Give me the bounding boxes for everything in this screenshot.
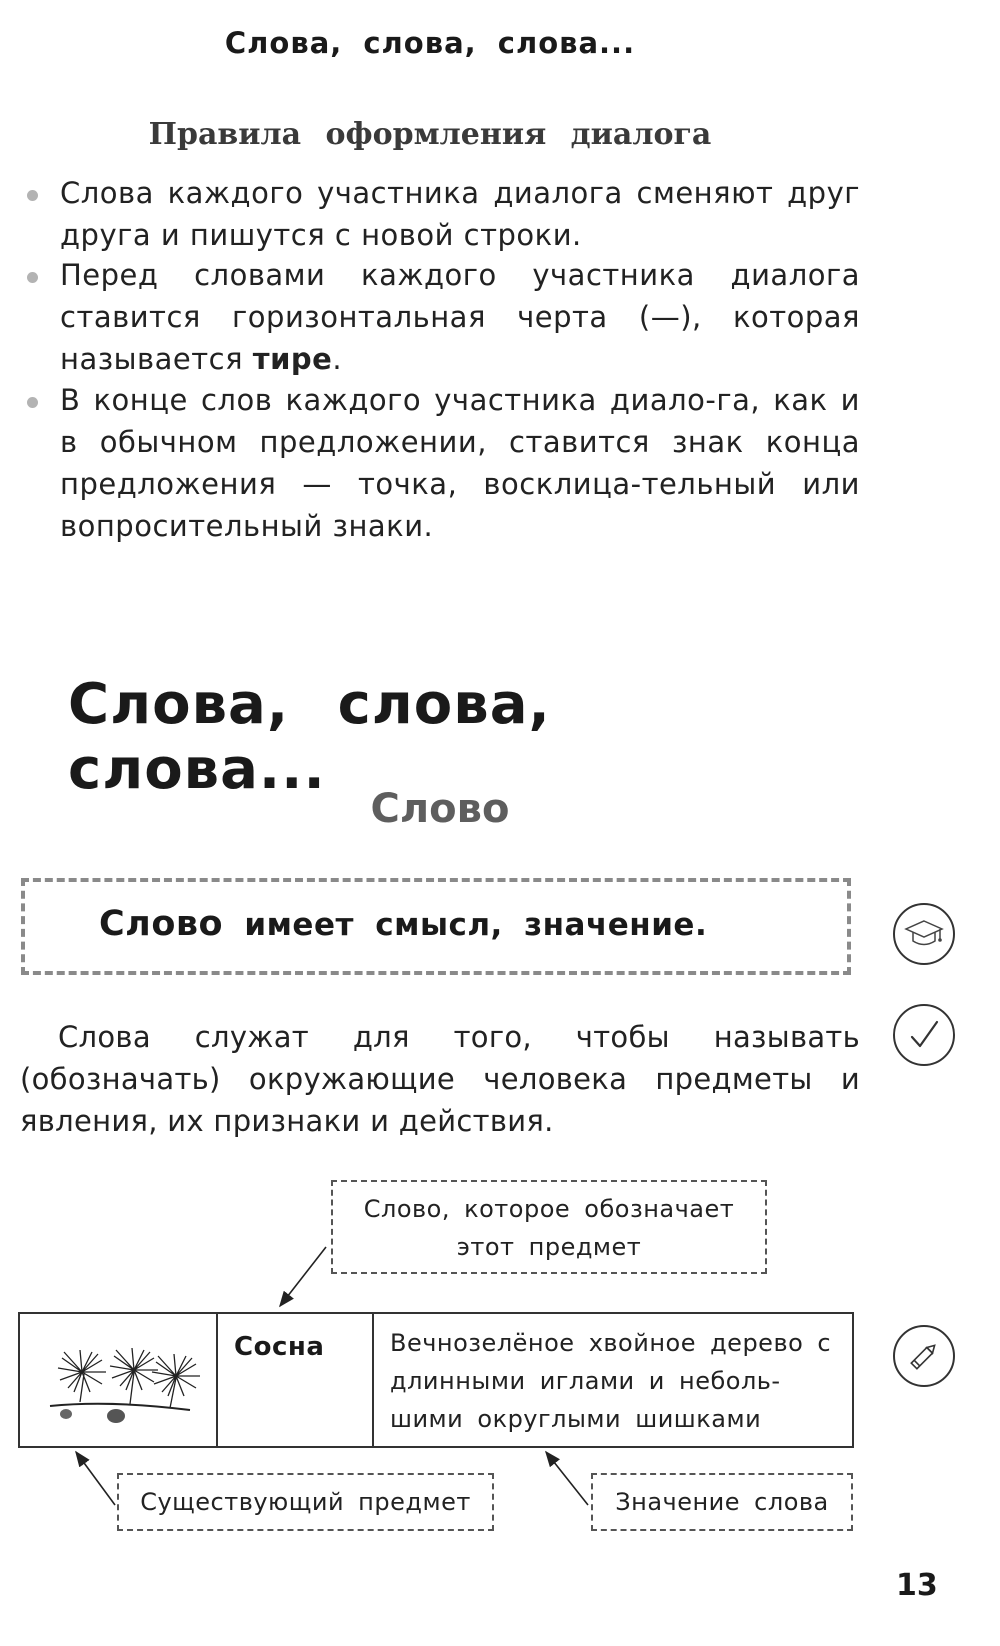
arrow-to-picture bbox=[76, 1452, 115, 1505]
section-subtitle: Слово bbox=[370, 786, 510, 832]
rule-item-2-text: Перед словами каждого участника диалога ставится горизонтальная черта (—), которая называется bbox=[60, 258, 860, 376]
picture-cell bbox=[19, 1313, 217, 1447]
callout-object: Существующий предмет bbox=[117, 1473, 494, 1531]
rule-item-2-end: . bbox=[332, 342, 343, 376]
section-title: Слова, слова, слова... bbox=[68, 672, 551, 802]
dialog-rules-title: Правила оформления диалога bbox=[148, 117, 712, 152]
pencil-icon bbox=[893, 1325, 955, 1387]
callout-meaning: Значение слова bbox=[591, 1473, 853, 1531]
definition-rest: имеет смысл, значение. bbox=[244, 907, 708, 943]
explanation-text: Слова служат для того, чтобы называть (обозначать) окружающие человека предметы и явления, их признаки и действия. bbox=[20, 1020, 860, 1138]
page-number: 13 bbox=[896, 1568, 938, 1603]
table-row bbox=[19, 1313, 853, 1447]
callout-word: Слово, которое обозначает этот предмет bbox=[331, 1180, 767, 1274]
word-cell: Сосна bbox=[217, 1313, 373, 1447]
rule-term-tire: тире bbox=[252, 342, 333, 376]
arrow-to-word bbox=[280, 1247, 326, 1306]
running-title: Слова, слова, слова... bbox=[224, 26, 636, 60]
rule-item-1: Слова каждого участника диалога сменяют друг друга и пишутся с новой строки. bbox=[60, 176, 860, 252]
rule-item-3: В конце слов каждого участника диало-га, как и в обычном предложении, ставится знак конца предложения — точка, восклица-тельный или вопросительный знаки. bbox=[60, 383, 860, 543]
definition-lead: Слово bbox=[99, 904, 224, 944]
arrow-to-meaning bbox=[546, 1452, 588, 1505]
word-table bbox=[18, 1312, 854, 1448]
meaning-cell: Вечнозелёное хвойное дерево с длинными иглами и неболь-шими округлыми шишками bbox=[373, 1313, 853, 1447]
pine-branch-icon bbox=[20, 1314, 216, 1442]
